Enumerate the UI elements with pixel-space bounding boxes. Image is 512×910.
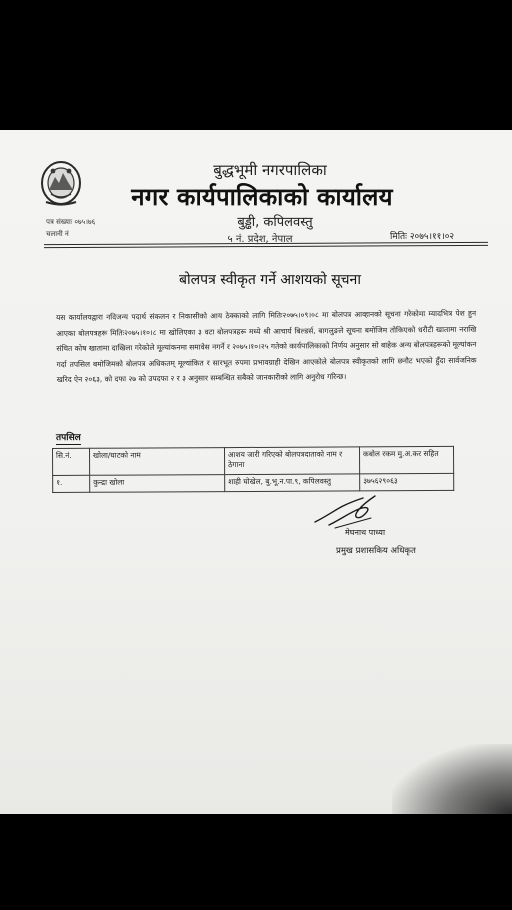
office-address: बुड्ढी, कपिलवस्तु [237,215,313,230]
column-header-serial: सि.नं. [53,448,90,475]
nepal-government-emblem-icon [40,160,82,206]
page-corner-shadow [392,744,512,814]
letter-date: मितिः २०७५।११।०२ [390,232,455,242]
office-title: नगर कार्यपालिकाको कार्यालय [131,183,393,211]
signer-name: मेघनाथ पाध्या [345,528,386,537]
table-row [53,473,454,492]
cell-amount: ३७५६२९०६३ [360,473,454,490]
municipality-name: बुद्धभूमी नगरपालिका [213,161,327,179]
column-header-amount: कबोल रकम मु.अ.कर सहित [359,446,453,473]
column-header-river-name: खोला/घाटको नाम [90,448,225,476]
signer-title: प्रमुख प्रशासकिय अधिकृत [336,546,416,556]
province-label: ५ नं. प्रदेश, नेपाल [227,234,293,245]
notice-subject: बोलपत्र स्वीकृत गर्ने आशयको सूचना [179,272,361,288]
document-page [0,130,512,814]
dispatch-number: चलानी नं [46,230,69,238]
notice-body: यस कार्यालयद्वारा नदिजन्य पदार्थ संकलन र निकासीको आय ठेक्काको लागि मितिः२०७५।०९।०८ मा बोलपत्र आव्हानको सूचना गरेकोमा म्यादभित्र पेश हुन आएका बोलपत्रहरू मितिः२०७५।१०।८ मा खोलिएका ३ वटा बोलपत्रहरू मध्ये श्री आचार्य बिल्डर्स, बागलुङले सूचना बमोजिम तोकिएको धरौटी खातामा नराखि संचित कोष खातामा दाखिला गरेकोले मूल्यांकनमा समावेस नगर्ने र २०७५।१०।२५ गतेको कार्यपालिकाको निर्णय अनुसार सो बाहेक अन्य बोलपत्रहरूको मूल्यांकन गर्दा तपसिल बमोजिमको बोलपत्र अधिकतम् मूल्यांकित र सारभूत रुपमा प्रभावग्राही देखिन आएकोले बोलपत्र स्वीकृतको लागि छनौट भएको हुँदा सार्वजनिक खरिद ऐन २०६३, को दफा २७ को उपदफा २ र ३ अनुसार सम्बन्धित सबैको जानकारीको लागि अनुरोध गरिन्छ। [56,308,477,385]
handwritten-signature [313,492,381,532]
cell-bidder: शाही घोखेल, बु.भू.न.पा.९, कपिलवस्तु [225,474,360,492]
column-header-bidder: आशय जारी गरिएको बोलपत्रदाताको नाम र ठेगाना [225,447,360,475]
cell-river-name: कुन्द्रा खोला [90,475,225,493]
cell-serial: १. [53,475,90,492]
table-header-row [53,446,454,475]
details-label: तपसिल [56,433,81,443]
reference-number: पत्र संख्याः ०७५।७६ [46,218,96,226]
bid-details-table [52,446,454,493]
header-divider-secondary [44,245,488,248]
